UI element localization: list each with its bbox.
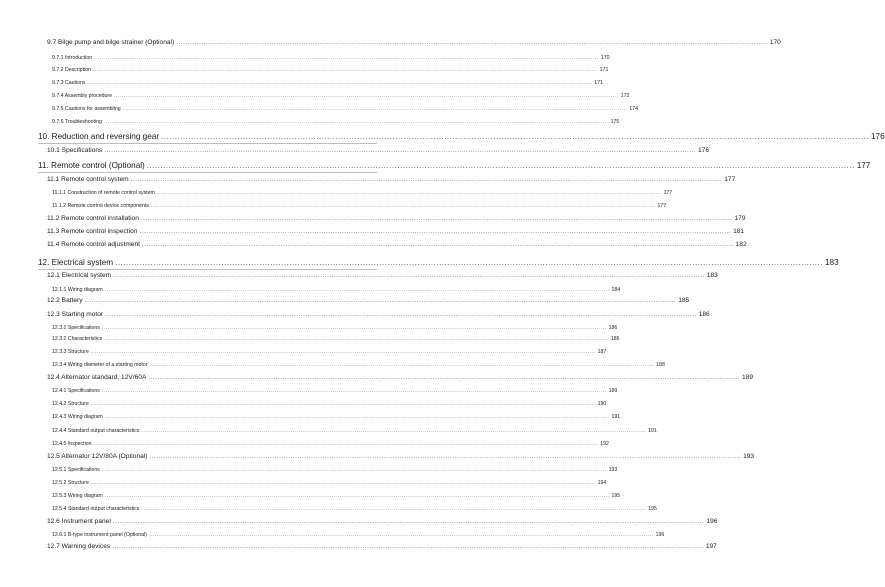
dot-leader: .................................................................................................................................................................................................................................................................... xyxy=(140,215,733,222)
toc-entry-page-number: 189 xyxy=(608,388,618,394)
toc-entry-page-number: 177 xyxy=(663,190,673,196)
toc-entry-title: 12.5.3 Wiring diagram xyxy=(52,493,103,499)
toc-entry[interactable] xyxy=(47,268,718,279)
toc-entry-page-number: 185 xyxy=(678,297,690,304)
dot-leader: .................................................................................................................................................................................................................................................................... xyxy=(156,190,662,196)
toc-entry-page-number: 171 xyxy=(599,67,609,73)
toc-entry-page-number: 177 xyxy=(724,176,736,183)
dot-leader: .................................................................................................................................................................................................................................................................... xyxy=(105,311,697,318)
toc-entry[interactable] xyxy=(52,346,607,355)
toc-entry-page-number: 193 xyxy=(743,453,755,460)
toc-entry-page-number: 189 xyxy=(741,374,753,381)
toc-entry-title: 12.4.5 Inspection xyxy=(52,441,92,447)
dot-leader: .................................................................................................................................................................................................................................................................... xyxy=(130,176,723,183)
dot-leader: .................................................................................................................................................................................................................................................................... xyxy=(90,401,596,407)
toc-entry-page-number: 179 xyxy=(734,215,746,222)
toc-entry[interactable] xyxy=(52,438,609,447)
toc-entry-title: 11. Remote control (Optional) xyxy=(38,161,145,170)
toc-entry[interactable] xyxy=(47,35,781,46)
toc-entry[interactable] xyxy=(52,385,618,394)
toc-entry-title: 9.7.4 Assembly procedure xyxy=(52,93,112,99)
toc-entry-title: 12.3.1 Specifications xyxy=(52,325,100,331)
toc-entry-page-number: 186 xyxy=(610,336,620,342)
toc-entry-title: 12.1 Electrical system xyxy=(47,272,112,279)
dot-leader: .................................................................................................................................................................................................................................................................... xyxy=(149,362,655,368)
toc-entry[interactable] xyxy=(52,116,620,125)
toc-entry[interactable] xyxy=(52,187,673,196)
toc-entry-page-number: 196 xyxy=(706,518,718,525)
dot-leader: .................................................................................................................................................................................................................................................................... xyxy=(122,106,628,112)
dot-leader: .................................................................................................................................................................................................................................................................... xyxy=(113,272,705,279)
toc-entry[interactable] xyxy=(52,425,657,434)
dot-leader: .................................................................................................................................................................................................................................................................... xyxy=(104,414,610,420)
dot-leader: .................................................................................................................................................................................................................................................................... xyxy=(112,543,704,550)
toc-entry-page-number: 196 xyxy=(655,532,665,538)
dot-leader: .................................................................................................................................................................................................................................................................... xyxy=(141,506,647,512)
toc-entry[interactable] xyxy=(47,143,710,154)
toc-entry-title: 9.7.1 Introduction xyxy=(52,55,93,61)
toc-entry[interactable] xyxy=(47,539,717,550)
toc-entry[interactable] xyxy=(52,411,621,420)
toc-entry-title: 12.3.3 Structure xyxy=(52,349,89,355)
dot-leader: .................................................................................................................................................................................................................................................................... xyxy=(113,93,619,99)
dot-leader: .................................................................................................................................................................................................................................................................... xyxy=(101,467,607,473)
toc-entry[interactable] xyxy=(52,52,610,61)
toc-entry-title: 9.7.5 Cautions for assembling xyxy=(52,106,121,112)
toc-entry[interactable] xyxy=(47,237,747,248)
toc-entry[interactable] xyxy=(52,503,657,512)
toc-entry-page-number: 170 xyxy=(600,55,610,61)
dot-leader: .................................................................................................................................................................................................................................................................... xyxy=(161,132,869,141)
dot-leader: .................................................................................................................................................................................................................................................................... xyxy=(104,336,609,342)
toc-entry[interactable] xyxy=(52,359,665,368)
toc-entry-page-number: 191 xyxy=(648,428,657,434)
toc-entry[interactable] xyxy=(47,307,710,318)
toc-entry-title: 12.5.1 Specifications xyxy=(52,467,100,473)
toc-entry-page-number: 176 xyxy=(698,147,710,154)
toc-entry-page-number: 190 xyxy=(597,401,607,407)
toc-entry-page-number: 182 xyxy=(735,241,747,248)
toc-entry-title: 12.1.1 Wiring diagram xyxy=(52,287,103,293)
toc-entry-title: 10. Reduction and reversing gear xyxy=(38,132,160,141)
dot-leader: .................................................................................................................................................................................................................................................................... xyxy=(104,493,610,499)
dot-leader: .................................................................................................................................................................................................................................................................... xyxy=(141,428,647,434)
toc-entry-page-number: 194 xyxy=(597,480,607,486)
toc-entry[interactable] xyxy=(52,333,620,342)
toc-entry[interactable] xyxy=(52,200,667,209)
dot-leader: .................................................................................................................................................................................................................................................................... xyxy=(104,147,696,154)
toc-entry-page-number: 183 xyxy=(824,258,839,267)
toc-entry-title: 9.7 Bilge pump and bilge strainer (Optional) xyxy=(47,39,175,46)
dot-leader: .................................................................................................................................................................................................................................................................... xyxy=(139,228,732,235)
dot-leader: .................................................................................................................................................................................................................................................................... xyxy=(146,161,855,170)
toc-entry[interactable] xyxy=(52,284,621,293)
toc-entry[interactable] xyxy=(52,477,607,486)
dot-leader: .................................................................................................................................................................................................................................................................... xyxy=(148,532,654,538)
toc-entry-page-number: 177 xyxy=(657,203,667,209)
dot-leader: .................................................................................................................................................................................................................................................................... xyxy=(93,441,599,447)
toc-entry-title: 11.1.2 Remote control device components xyxy=(52,203,149,209)
toc-entry[interactable] xyxy=(47,224,745,235)
toc-entry-page-number: 176 xyxy=(870,132,885,141)
toc-entry-page-number: 175 xyxy=(610,119,620,125)
dot-leader: .................................................................................................................................................................................................................................................................... xyxy=(90,349,596,355)
toc-entry-page-number: 188 xyxy=(656,362,665,368)
toc-entry-page-number: 172 xyxy=(620,93,630,99)
dot-leader: .................................................................................................................................................................................................................................................................... xyxy=(104,287,610,293)
toc-entry-page-number: 184 xyxy=(611,287,621,293)
toc-entry[interactable] xyxy=(52,103,639,112)
toc-entry-title: 12.5 Alternator 12V/80A (Optional) xyxy=(47,453,148,460)
toc-entry-title: 11.4 Remote control adjustment xyxy=(47,241,140,248)
toc-entry-page-number: 174 xyxy=(629,106,639,112)
dot-leader: .................................................................................................................................................................................................................................................................... xyxy=(101,325,607,331)
toc-entry[interactable] xyxy=(52,398,607,407)
toc-entry[interactable] xyxy=(47,293,690,304)
toc-entry-title: 12.2 Battery xyxy=(47,297,83,304)
toc-entry-page-number: 197 xyxy=(705,543,717,550)
toc-entry[interactable] xyxy=(52,77,603,86)
toc-entry[interactable] xyxy=(47,514,718,525)
toc-entry-page-number: 187 xyxy=(597,349,607,355)
toc-entry[interactable] xyxy=(38,129,885,141)
toc-entry-title: 11.1.1 Construction of remote control system xyxy=(52,190,155,196)
toc-entry[interactable] xyxy=(52,529,665,538)
toc-entry[interactable] xyxy=(47,370,753,381)
toc-entry[interactable] xyxy=(47,172,736,183)
toc-entry-page-number: 186 xyxy=(698,311,710,318)
dot-leader: .................................................................................................................................................................................................................................................................... xyxy=(112,518,705,525)
toc-entry-page-number: 195 xyxy=(648,506,657,512)
dot-leader: .................................................................................................................................................................................................................................................................... xyxy=(149,453,742,460)
toc-entry-title: 11.3 Remote control inspection xyxy=(47,228,138,235)
dot-leader: .................................................................................................................................................................................................................................................................... xyxy=(92,67,598,73)
toc-entry-title: 9.7.6 Troubleshooting xyxy=(52,119,102,125)
toc-entry[interactable] xyxy=(52,464,618,473)
toc-entry-title: 12.7 Warning devices xyxy=(47,543,111,550)
toc-entry-page-number: 195 xyxy=(611,493,621,499)
toc-entry[interactable] xyxy=(52,490,621,499)
toc-entry[interactable] xyxy=(52,322,618,331)
toc-entry-page-number: 192 xyxy=(600,441,609,447)
toc-entry-title: 12.4 Alternator standard, 12V/60A xyxy=(47,374,147,381)
toc-entry[interactable] xyxy=(38,255,839,267)
dot-leader: .................................................................................................................................................................................................................................................................... xyxy=(115,258,823,267)
toc-entry-title: 9.7.3 Cautions xyxy=(52,80,86,86)
dot-leader: .................................................................................................................................................................................................................................................................... xyxy=(90,480,596,486)
dot-leader: .................................................................................................................................................................................................................................................................... xyxy=(176,39,768,46)
toc-entry-title: 12.4.2 Structure xyxy=(52,401,89,407)
toc-entry-title: 12.5.4 Standard output characteristics xyxy=(52,506,140,512)
toc-entry-title: 12.6 Instrument panel xyxy=(47,518,111,525)
toc-entry-page-number: 171 xyxy=(594,80,603,86)
toc-entry-title: 12.6.1 B-type instrument panel (Optional) xyxy=(52,532,147,538)
toc-entry-page-number: 191 xyxy=(611,414,621,420)
toc-entry-page-number: 186 xyxy=(608,325,618,331)
toc-entry-title: 12.3 Starting motor xyxy=(47,311,104,318)
toc-entry-title: 12.4.4 Standard output characteristics xyxy=(52,428,140,434)
toc-entry-page-number: 181 xyxy=(733,228,745,235)
toc-entry-page-number: 177 xyxy=(856,161,871,170)
toc-entry-title: 11.1 Remote control system xyxy=(47,176,129,183)
toc-entry-title: 12.3.4 Wiring diameter of a starting motor xyxy=(52,362,148,368)
dot-leader: .................................................................................................................................................................................................................................................................... xyxy=(141,241,734,248)
toc-entry[interactable] xyxy=(47,449,755,460)
toc-entry[interactable] xyxy=(38,158,871,170)
dot-leader: .................................................................................................................................................................................................................................................................... xyxy=(150,203,656,209)
toc-entry-title: 10.1 Specifications xyxy=(47,147,103,154)
toc-entry-page-number: 170 xyxy=(769,39,781,46)
toc-entry-title: 12.4.1 Specifications xyxy=(52,388,100,394)
dot-leader: .................................................................................................................................................................................................................................................................... xyxy=(94,55,599,61)
toc-entry-title: 12.5.2 Structure xyxy=(52,480,89,486)
toc-entry[interactable] xyxy=(47,211,746,222)
toc-entry-page-number: 193 xyxy=(608,467,618,473)
dot-leader: .................................................................................................................................................................................................................................................................... xyxy=(101,388,607,394)
toc-entry-page-number: 183 xyxy=(706,272,718,279)
toc-entry-title: 12. Electrical system xyxy=(38,258,114,267)
toc-entry-title: 12.4.3 Wiring diagram xyxy=(52,414,103,420)
dot-leader: .................................................................................................................................................................................................................................................................... xyxy=(103,119,609,125)
toc-entry[interactable] xyxy=(52,90,630,99)
dot-leader: .................................................................................................................................................................................................................................................................... xyxy=(148,374,740,381)
toc-entry-title: 9.7.2 Description xyxy=(52,67,91,73)
dot-leader: .................................................................................................................................................................................................................................................................... xyxy=(87,80,593,86)
toc-entry-title: 12.3.2 Characteristics xyxy=(52,336,103,342)
toc-entry-title: 11.2 Remote control installation xyxy=(47,215,139,222)
toc-entry[interactable] xyxy=(52,64,609,73)
dot-leader: .................................................................................................................................................................................................................................................................... xyxy=(84,297,677,304)
